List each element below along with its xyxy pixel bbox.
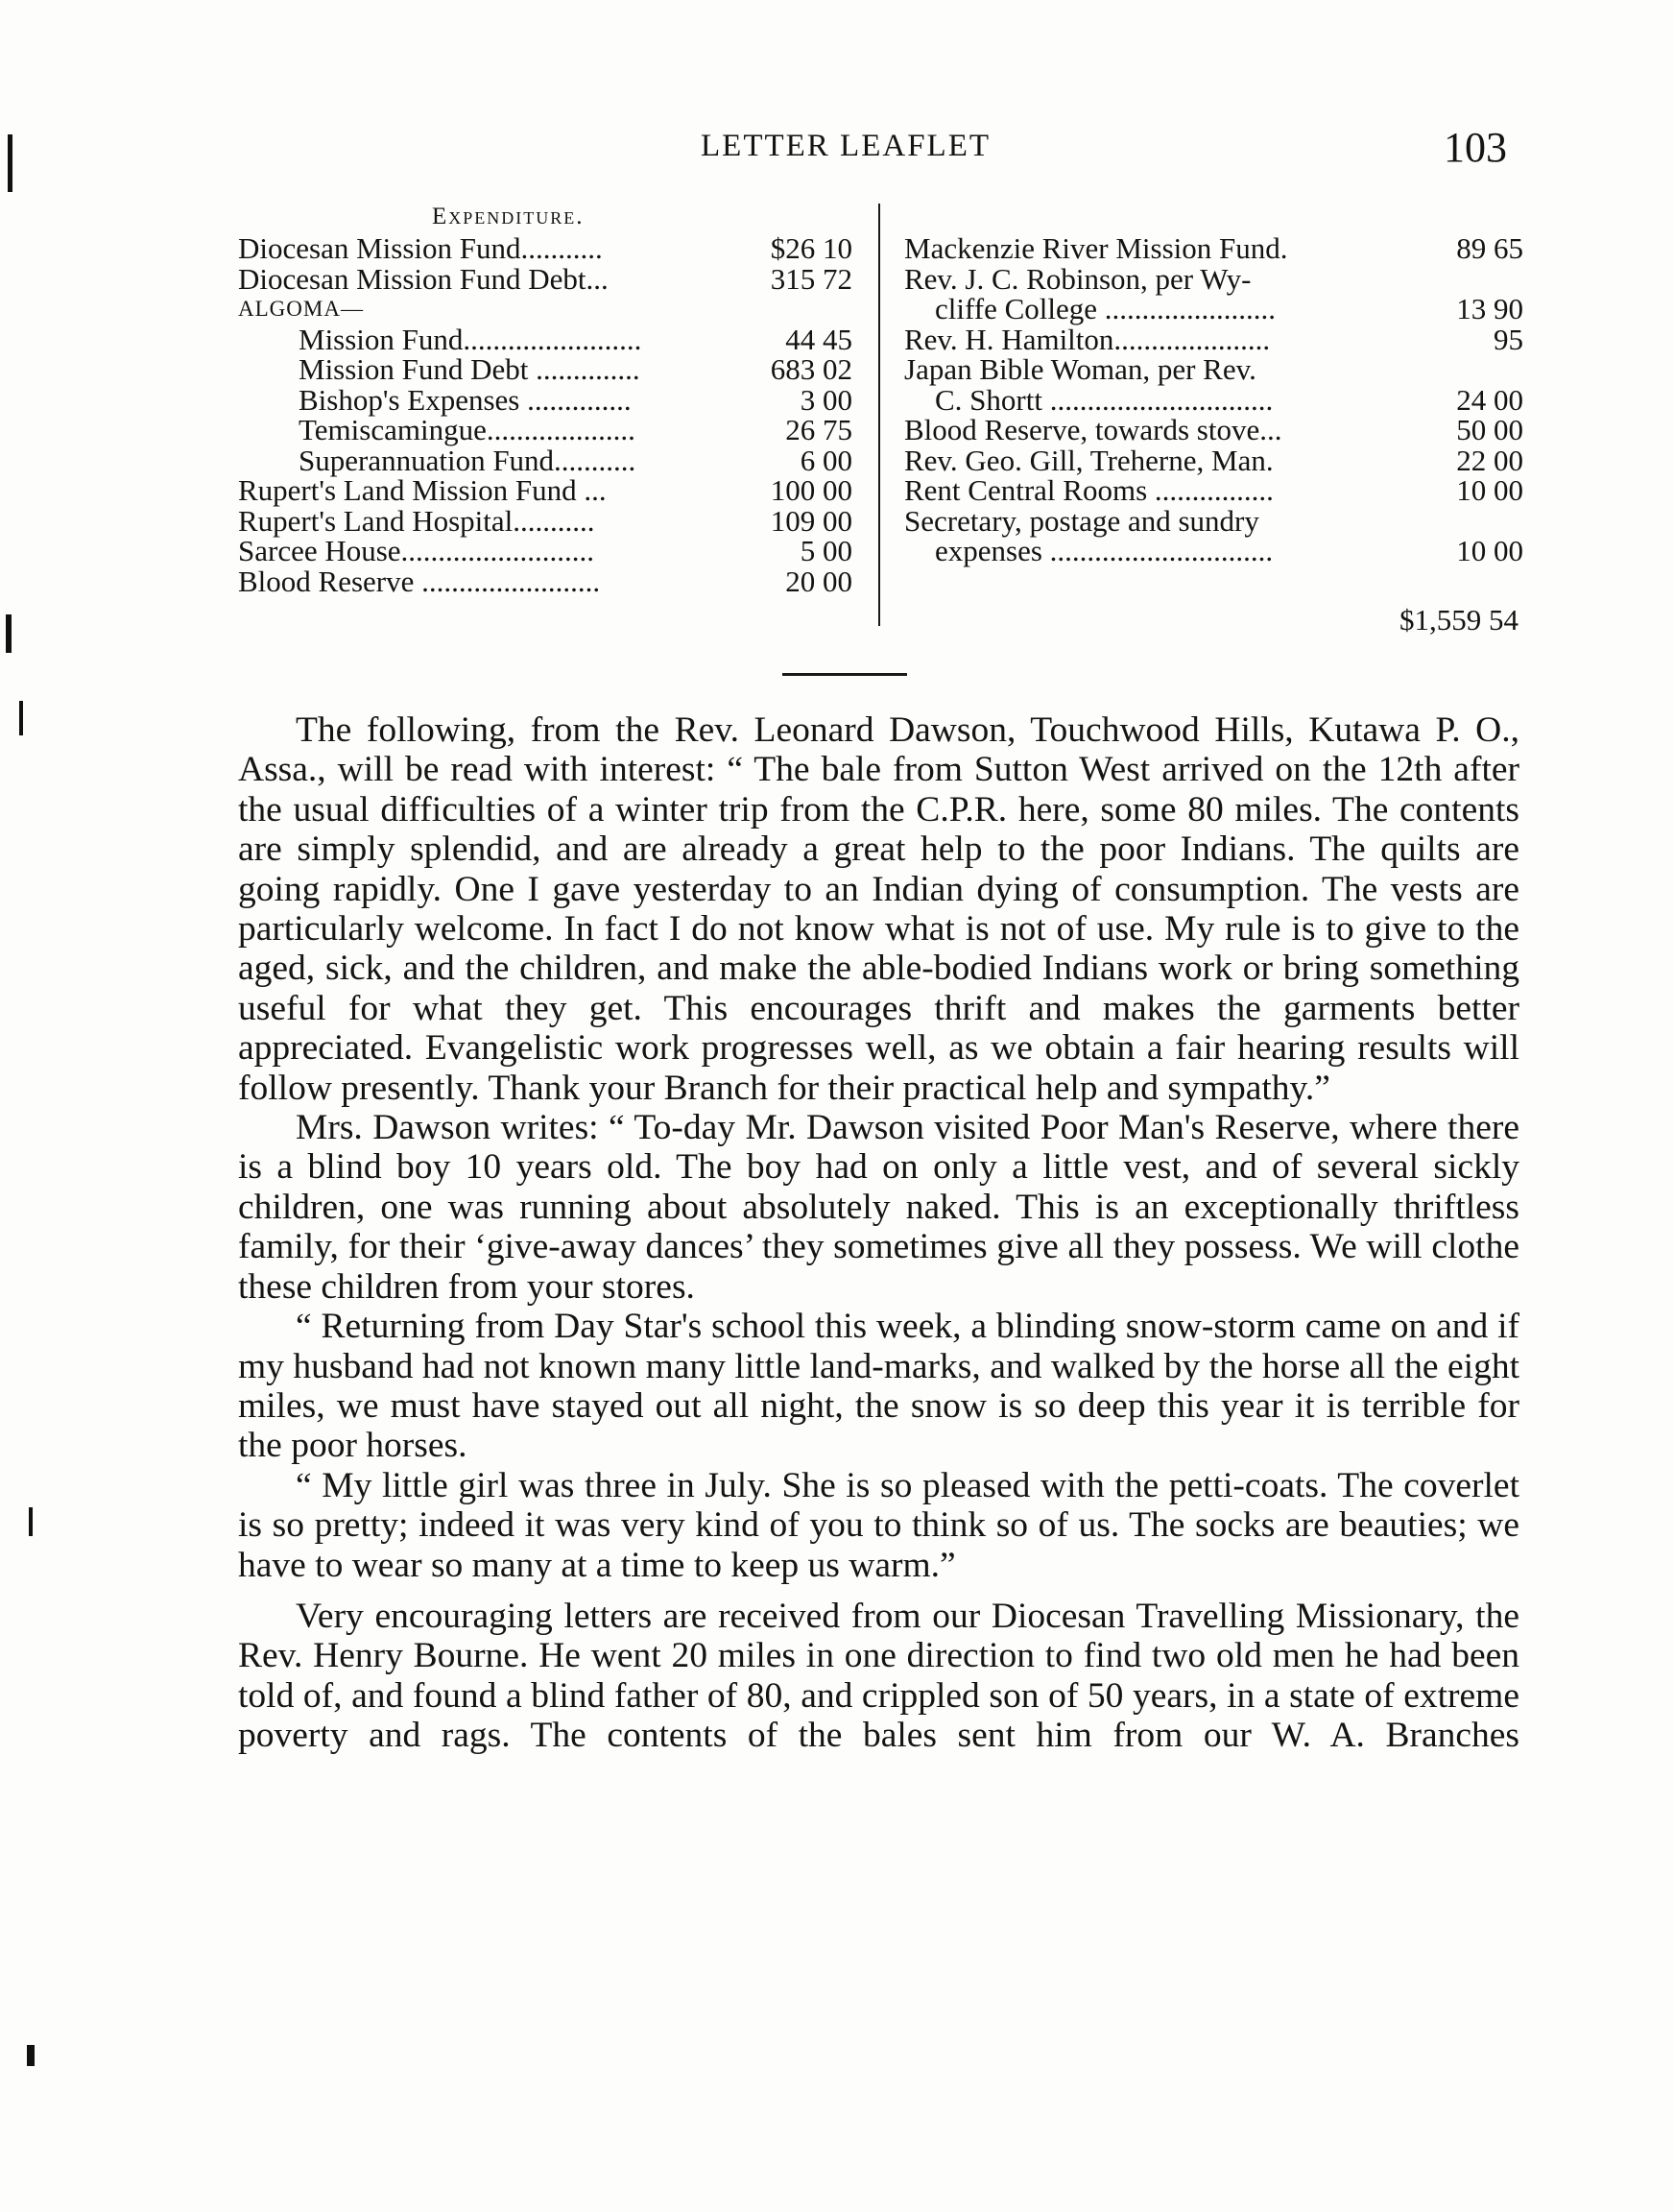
paragraph-mrs-dawson: Mrs. Dawson writes: “ To-day Mr. Dawson visited Poor Man's Reserve, where there is a blind boy 10 years old. The boy had on only a little vest, and of several sickly children, one was running about absolutely naked. This is an exceptionally thriftless family, for their ‘give-away dances’ they sometimes give all they possess. We will clothe these children from your stores.: [238, 1108, 1519, 1307]
row-label: cliffe College .......................: [935, 292, 1277, 325]
expenditure-row: [238, 415, 852, 445]
row-label: Rupert's Land Hospital...........: [238, 503, 595, 538]
row-amount: 20 00: [785, 564, 852, 598]
row-label: ALGOMA—: [238, 297, 364, 321]
row-label: Blood Reserve, towards stove...: [904, 413, 1282, 446]
expenditure-total: $1,559 54: [1399, 603, 1519, 637]
margin-artifact: [8, 134, 12, 192]
paragraph-little-girl: “ My little girl was three in July. She is so pleased with the petti-coats. The coverlet is so pretty; indeed it was very kind of you to think so of us. The socks are beauties; we have to wear so many at a time to keep us warm.”: [238, 1465, 1519, 1585]
row-amount: 50 00: [1456, 413, 1523, 446]
section-divider: [782, 673, 907, 676]
expenditure-row: [238, 261, 852, 296]
expenditure-row: [904, 322, 1523, 356]
row-label: Rev. Geo. Gill, Treherne, Man.: [904, 443, 1274, 477]
row-label: Mission Fund Debt ..............: [299, 352, 640, 386]
expenditure-row: [238, 322, 852, 356]
expenditure-row: [904, 382, 1523, 417]
column-divider: [878, 204, 880, 626]
row-label: Temiscamingue....................: [299, 413, 635, 446]
expenditure-row: [904, 261, 1523, 296]
paragraph-snowstorm: “ Returning from Day Star's school this week, a blinding snow-storm came on and if my husband had not known many little land-marks, and walked by the horse all the eight miles, we must have stayed out all night, the snow is so deep this year it is terrible for the poor horses.: [238, 1307, 1519, 1466]
row-amount: 24 00: [1456, 382, 1523, 417]
expenditure-row: [904, 415, 1523, 445]
margin-artifact: [27, 2045, 35, 2066]
expenditure-row: [904, 354, 1523, 385]
margin-artifact: [19, 701, 23, 735]
row-label: Japan Bible Woman, per Rev.: [904, 352, 1256, 386]
expenditure-row: [238, 566, 852, 597]
row-label: Diocesan Mission Fund...........: [238, 231, 603, 265]
expenditure-left-column: [238, 233, 852, 596]
margin-artifact: [29, 1507, 33, 1536]
expenditure-right-column: [904, 233, 1523, 566]
row-amount: 44 45: [785, 322, 852, 356]
expenditure-row: [238, 354, 852, 385]
row-label: Superannuation Fund...........: [299, 443, 636, 477]
expenditure-row: [238, 475, 852, 506]
row-amount: 10 00: [1456, 534, 1523, 567]
row-amount: 100 00: [770, 473, 852, 507]
expenditure-row: [238, 382, 852, 417]
paragraph-dawson-letter: The following, from the Rev. Leonard Dawson, Touchwood Hills, Kutawa P. O., Assa., will be read with interest: “ The bale from Sutton West arrived on the 12th after the usual difficulties of a winter trip from the C.P.R. here, some 80 miles. The contents are simply splendid, and are already a great help to the poor Indians. The quilts are going rapidly. One I gave yesterday to an Indian dying of consumption. The vests are particularly welcome. In fact I do not know what is not of use. My rule is to give to the aged, sick, and the children, and make the able-bodied Indians work or bring something useful for what they get. This encourages thrift and makes the garments better appreciated. Evangelistic work progresses well, as we obtain a fair hearing results will follow presently. Thank your Branch for their practical help and sympathy.”: [238, 710, 1519, 1108]
row-amount: 26 75: [785, 413, 852, 446]
page-header: [240, 123, 1526, 180]
row-label: Bishop's Expenses ..............: [299, 382, 632, 417]
expenditure-row: [238, 503, 852, 538]
expenditure-row: [238, 294, 852, 325]
expenditure-row: [904, 503, 1523, 538]
row-amount: 6 00: [800, 443, 852, 477]
row-label: expenses ..............................: [935, 534, 1274, 567]
letter-body: [238, 710, 1519, 1756]
expenditure-row: [904, 233, 1523, 264]
expenditure-row: [238, 233, 852, 264]
expenditure-row: [238, 445, 852, 476]
row-label: Blood Reserve ........................: [238, 564, 601, 598]
row-amount: 13 90: [1456, 292, 1523, 325]
row-label: Secretary, postage and sundry: [904, 503, 1259, 538]
row-amount: 3 00: [800, 382, 852, 417]
row-label: Diocesan Mission Fund Debt...: [238, 261, 609, 296]
row-amount: 109 00: [770, 503, 852, 538]
row-amount: 22 00: [1456, 443, 1523, 477]
row-amount: 315 72: [770, 261, 852, 296]
expenditure-row: [904, 536, 1523, 566]
row-amount: $26 10: [770, 231, 852, 265]
row-label: Mission Fund........................: [299, 322, 642, 356]
row-amount: 683 02: [770, 352, 852, 386]
row-label: Rent Central Rooms ................: [904, 473, 1274, 507]
row-label: Sarcee House..........................: [238, 534, 595, 567]
expenditure-row: [904, 445, 1523, 476]
row-label: Rev. J. C. Robinson, per Wy-: [904, 261, 1252, 296]
expenditure-heading: Expenditure.: [432, 204, 585, 229]
row-amount: 89 65: [1456, 231, 1523, 265]
paragraph-travelling-missionary: Very encouraging letters are received from our Diocesan Travelling Missionary, the Rev. Henry Bourne. He went 20 miles in one direction to find two old men he had been told of, and found a blind father of 80, and crippled son of 50 years, in a state of extreme poverty and rags. The contents of the bales sent him from our W. A. Branches: [238, 1596, 1519, 1756]
row-label: Rev. H. Hamilton.....................: [904, 322, 1271, 356]
expenditure-row: [904, 294, 1523, 325]
running-title: LETTER LEAFLET: [701, 129, 992, 163]
margin-artifact: [6, 614, 12, 653]
expenditure-row: [904, 475, 1523, 506]
expenditure-row: [238, 536, 852, 566]
row-label: Rupert's Land Mission Fund ...: [238, 473, 607, 507]
row-amount: 95: [1494, 322, 1523, 356]
row-label: Mackenzie River Mission Fund.: [904, 231, 1288, 265]
row-amount: 10 00: [1456, 473, 1523, 507]
row-amount: 5 00: [800, 534, 852, 567]
page-number: 103: [1444, 124, 1507, 171]
row-label: C. Shortt ..............................: [935, 382, 1274, 417]
